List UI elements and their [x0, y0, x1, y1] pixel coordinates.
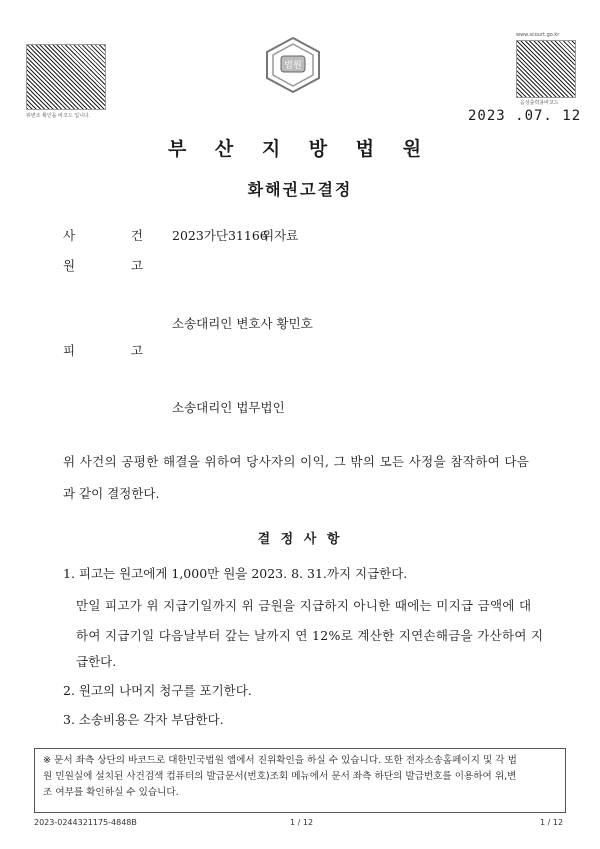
decision-item-3: 3. 소송비용은 각자 부담한다. — [63, 712, 224, 727]
page-number-right: 1 / 12 — [540, 818, 564, 827]
decision-item-1-cont-3: 급한다. — [76, 654, 117, 669]
decision-item-1: 1. 피고는 원고에게 1,000만 원을 2023. 8. 31.까지 지급한다. — [63, 566, 408, 581]
court-seal-emblem — [263, 36, 323, 94]
court-name: 부 산 지 방 법 원 — [167, 138, 433, 160]
intro-line-2: 과 같이 결정한다. — [63, 486, 160, 501]
defendant-label: 피 고 — [63, 343, 143, 358]
notice-line-3: 조 여부를 확인하실 수 있습니다. — [43, 787, 179, 798]
verification-barcode — [26, 44, 106, 110]
seal-text: 법원 — [284, 61, 302, 71]
issue-number: 2023-0244321175-4848B — [34, 818, 137, 827]
left-barcode-caption: 위변조 확인을 바코드 입니다. — [26, 113, 91, 119]
plaintiff-label: 원 고 — [63, 258, 143, 273]
decision-item-1-cont-1: 만일 피고가 위 지급기일까지 위 금원을 지급하지 아니한 때에는 미지급 금액에 대 — [76, 598, 532, 613]
intro-line-1: 위 사건의 공평한 해결을 위하여 당사자의 이익, 그 밖의 모든 사정을 참작하여 다음 — [63, 454, 530, 469]
defendant-counsel: 소송대리인 법무법인 — [172, 400, 285, 415]
case-number: 2023가단31166 — [172, 228, 268, 243]
issue-date: 2023 .07. 12 — [468, 108, 582, 124]
document-title: 화해권고결정 — [247, 180, 353, 199]
right-barcode-caption: 음성출력용바코드 — [520, 100, 559, 106]
verification-notice — [34, 748, 566, 813]
notice-line-1: ※ 문서 좌측 상단의 바코드로 대한민국법원 앱에서 진위확인을 하실 수 있습니다. 또한 전자소송홈페이지 및 각 법 — [43, 755, 517, 766]
page-number-center: 1 / 12 — [290, 818, 314, 827]
case-subject: 위자료 — [262, 228, 299, 243]
decision-item-2: 2. 원고의 나머지 청구를 포기한다. — [63, 683, 252, 698]
notice-line-2: 원 민원실에 설치된 사건검색 컴퓨터의 발급문서(번호)조회 메뉴에서 문서 좌측 하단의 발급번호를 이용하여 위,변 — [43, 771, 517, 782]
case-label: 사 건 — [63, 228, 143, 243]
decision-item-1-cont-2: 하여 지급기일 다음날부터 갚는 날까지 연 12%로 계산한 지연손해금을 가산하여 지 — [76, 628, 544, 643]
section-title: 결 정 사 항 — [257, 532, 343, 547]
plaintiff-counsel: 소송대리인 변호사 황민호 — [172, 316, 313, 331]
voice-output-barcode — [516, 40, 576, 98]
court-url: www.scourt.go.kr — [516, 32, 560, 38]
